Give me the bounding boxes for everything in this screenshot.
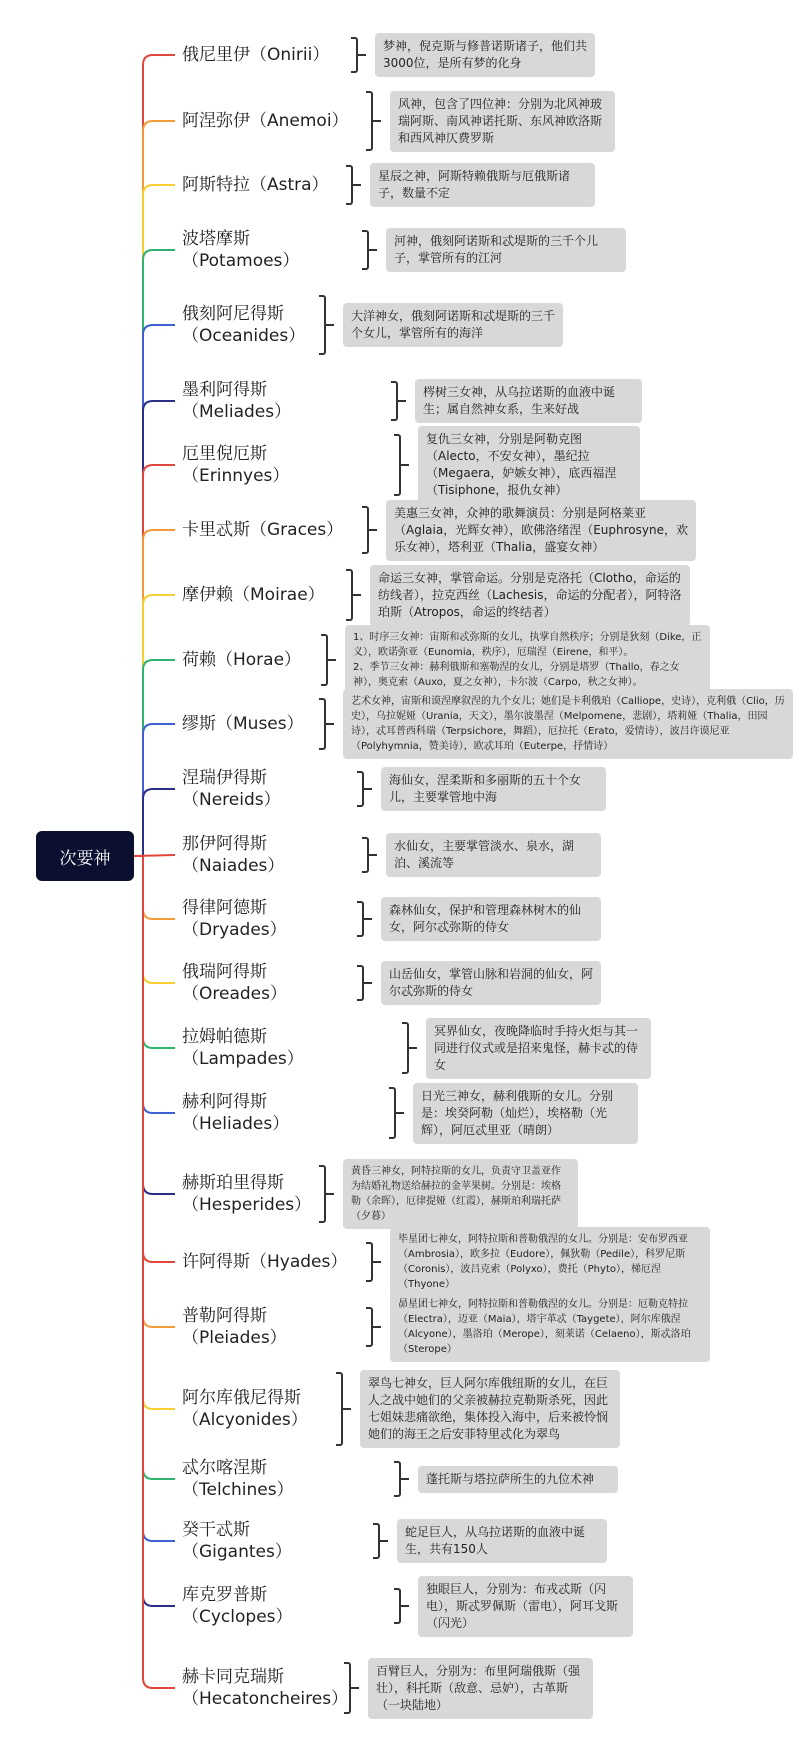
branch-node[interactable]: 厄里倪厄斯（Erinnyes） <box>182 444 290 486</box>
branch-node[interactable]: 涅瑞伊得斯（Nereids） <box>182 768 281 810</box>
branch-node[interactable]: 墨利阿得斯（Meliades） <box>182 380 292 422</box>
note-box: 森林仙女，保护和管理森林树木的仙女，阿尔忒弥斯的侍女 <box>381 897 601 941</box>
branch-node[interactable]: 俄尼里伊（Onirii） <box>182 45 330 65</box>
brace-tick <box>364 918 372 920</box>
brace-tick <box>326 324 334 326</box>
note-box: 日光三神女，赫利俄斯的女儿。分别是：埃癸阿勒（灿烂），埃格勒（光辉），阿厄忒里亚（晴朗） <box>413 1083 638 1144</box>
note-box: 昴星团七神女，阿特拉斯和普勒俄涅的女儿。分别是：厄勒克特拉（Electra），迈亚（Maia），塔宇革忒（Taygete），阿尔库俄涅（Alcyone），墨洛珀（Merope），刻莱诺（Celaeno），斯忒洛珀（Sterope） <box>390 1292 710 1362</box>
connector-line <box>134 856 175 1048</box>
brace-tick <box>373 120 381 122</box>
brace-tick <box>358 54 366 56</box>
brace <box>373 1523 380 1559</box>
branch-node[interactable]: 荷赖（Horae） <box>182 650 302 670</box>
note-box: 黄昏三神女，阿特拉斯的女儿，负责守卫盖亚作为结婚礼物送给赫拉的金苹果树。分别是：埃格勒（余晖），厄律提娅（红霞），赫斯珀利瑞托萨（夕暮） <box>343 1159 578 1229</box>
brace <box>346 165 353 205</box>
connector-line <box>134 789 175 856</box>
connector-line <box>134 856 175 919</box>
brace-tick <box>364 788 372 790</box>
brace <box>366 1242 373 1282</box>
note-box: 艺术女神，宙斯和谟涅摩叙涅的九个女儿；她们是卡利俄珀（Calliope，史诗），克利俄（Clio，历史），乌拉妮娅（Urania，天文），墨尔波墨涅（Melpomene，悲剧），塔莉娅（Thalia，田园诗），忒耳普西科瑞（Terpsichore，舞蹈），厄拉托（Erato，爱情诗），波吕许谟尼亚（Polyhymnia，赞美诗），欧忒耳珀（Euterpe，抒情诗） <box>343 689 793 759</box>
branch-node[interactable]: 赫利阿得斯（Heliades） <box>182 1092 290 1134</box>
brace <box>319 698 326 750</box>
brace <box>362 837 369 873</box>
brace <box>366 1307 373 1347</box>
connector-line <box>134 121 175 856</box>
brace-tick <box>373 1261 381 1263</box>
connector-line <box>134 401 175 856</box>
brace <box>319 295 326 355</box>
note-box: 梣树三女神，从乌拉诺斯的血液中诞生；属自然神女系，生来好战 <box>415 379 642 423</box>
note-box: 毕星团七神女，阿特拉斯和普勒俄涅的女儿。分别是：安布罗西亚（Ambrosia），欧多拉（Eudore），佩狄勒（Pedile），科罗尼斯（Coronis），波吕克索（Polyxo），费托（Phyto），梯厄涅（Thyone） <box>390 1227 710 1297</box>
root-node[interactable] <box>36 831 134 881</box>
brace-tick <box>328 659 336 661</box>
brace-tick <box>396 1112 404 1114</box>
brace <box>344 1662 351 1714</box>
branch-node[interactable]: 阿涅弥伊（Anemoi） <box>182 111 349 131</box>
branch-node[interactable]: 许阿得斯（Hyades） <box>182 1252 348 1272</box>
connector-line <box>134 660 175 856</box>
note-box: 复仇三女神，分别是阿勒克图（Alecto，不安女神），墨纪拉（Megaera，妒嫉女神），底西福涅（Tisiphone，报仇女神） <box>418 426 640 504</box>
brace <box>366 91 373 151</box>
brace <box>394 434 401 496</box>
note-box: 水仙女，主要掌管淡水、泉水，湖泊、溪流等 <box>386 833 601 877</box>
brace-tick <box>364 982 372 984</box>
branch-node[interactable]: 那伊阿得斯（Naiades） <box>182 834 285 876</box>
connector-line <box>134 856 175 1606</box>
connector-line <box>134 185 175 856</box>
connector-line <box>134 250 175 856</box>
brace-tick <box>343 1408 351 1410</box>
brace <box>357 771 364 807</box>
brace <box>357 901 364 937</box>
branch-node[interactable]: 得律阿德斯（Dryades） <box>182 898 287 940</box>
brace-tick <box>326 723 334 725</box>
brace <box>362 230 369 270</box>
branch-node[interactable]: 赫卡同克瑞斯（Hecatoncheires） <box>182 1667 349 1709</box>
brace-tick <box>353 184 361 186</box>
brace-tick <box>380 1540 388 1542</box>
branch-node[interactable]: 缪斯（Muses） <box>182 714 304 734</box>
brace-tick <box>353 594 361 596</box>
brace <box>394 1588 401 1624</box>
branch-node[interactable]: 赫斯珀里得斯（Hesperides） <box>182 1173 312 1215</box>
connector-line <box>134 856 175 1327</box>
note-box: 美惠三女神，众神的歌舞演员：分别是阿格莱亚（Aglaia，光辉女神），欧佛洛绪涅（Euphrosyne，欢乐女神），塔利亚（Thalia，盛宴女神） <box>386 500 696 561</box>
note-box: 河神，俄刻阿诺斯和忒堤斯的三千个儿子，掌管所有的江河 <box>386 228 626 272</box>
brace-tick <box>398 400 406 402</box>
connector-line <box>134 856 175 1541</box>
connector-line <box>134 530 175 856</box>
brace <box>389 1087 396 1139</box>
branch-node[interactable]: 俄瑞阿得斯（Oreades） <box>182 962 287 1004</box>
connector-line <box>134 856 175 1113</box>
branch-node[interactable]: 摩伊赖（Moirae） <box>182 585 325 605</box>
brace-tick <box>369 249 377 251</box>
branch-node[interactable]: 卡里忒斯（Graces） <box>182 520 344 540</box>
note-box: 冥界仙女，夜晚降临时手持火炬与其一同进行仪式或是招来鬼怪，赫卡忒的侍女 <box>426 1018 651 1079</box>
branch-node[interactable]: 波塔摩斯（Potamoes） <box>182 229 300 271</box>
branch-node[interactable]: 拉姆帕德斯（Lampades） <box>182 1027 304 1069</box>
brace <box>391 381 398 421</box>
branch-node[interactable]: 库克罗普斯（Cyclopes） <box>182 1585 293 1627</box>
note-box: 星辰之神，阿斯特赖俄斯与厄俄斯诸子，数量不定 <box>370 163 595 207</box>
brace-tick <box>409 1047 417 1049</box>
note-box: 独眼巨人，分别为：布戎忒斯（闪电），斯忒罗佩斯（雷电），阿耳戈斯（闪光） <box>418 1576 633 1637</box>
brace-tick <box>401 464 409 466</box>
brace <box>402 1022 409 1074</box>
brace <box>362 506 369 554</box>
branch-node[interactable]: 普勒阿得斯（Pleiades） <box>182 1306 287 1348</box>
note-box: 翠鸟七神女，巨人阿尔库俄纽斯的女儿，在巨人之战中她们的父亲被赫拉克勒斯杀死，因此七姐妹悲痛欲绝，集体投入海中，后来被怜悯她们的海王之后安菲特里忒化为翠鸟 <box>360 1370 620 1448</box>
note-box: 1、时序三女神：宙斯和忒弥斯的女儿，执掌自然秩序；分别是狄刻（Dike，正义），欧诺弥亚（Eunomia，秩序），厄瑞涅（Eirene，和平）。 2、季节三女神：赫利俄斯和塞勒涅的女儿，分别是塔罗（Thallo，春之女神），奥克索（Auxo，夏之女神），卡尔波（Carpo，秋之女神）。 <box>345 625 710 695</box>
brace <box>319 1165 326 1223</box>
connector-line <box>134 325 175 856</box>
branch-node[interactable]: 阿尔库俄尼得斯（Alcyonides） <box>182 1388 308 1430</box>
brace <box>351 37 358 73</box>
branch-node[interactable]: 忒尔喀涅斯（Telchines） <box>182 1458 294 1500</box>
brace <box>394 1461 401 1497</box>
branch-node[interactable]: 癸干忒斯（Gigantes） <box>182 1520 292 1562</box>
connector-line <box>134 856 175 1194</box>
brace-tick <box>401 1478 409 1480</box>
note-box: 海仙女，涅柔斯和多丽斯的五十个女儿，主要掌管地中海 <box>381 767 606 811</box>
brace-tick <box>373 1326 381 1328</box>
connector-line <box>134 856 175 1479</box>
brace-tick <box>369 529 377 531</box>
note-box: 大洋神女，俄刻阿诺斯和忒堤斯的三千个女儿，掌管所有的海洋 <box>343 303 563 347</box>
note-box: 蓬托斯与塔拉萨所生的九位术神 <box>418 1466 618 1493</box>
note-box: 山岳仙女，掌管山脉和岩洞的仙女，阿尔忒弥斯的侍女 <box>381 961 601 1005</box>
brace <box>321 634 328 686</box>
connector-line <box>134 55 175 856</box>
brace <box>336 1372 343 1446</box>
branch-node[interactable]: 阿斯特拉（Astra） <box>182 175 329 195</box>
note-box: 梦神，倪克斯与修普诺斯诸子，他们共3000位，是所有梦的化身 <box>375 33 595 77</box>
note-box: 百臂巨人，分别为：布里阿瑞俄斯（强壮），科托斯（敌意、忌妒），古革斯（一块陆地） <box>368 1658 593 1719</box>
brace <box>346 569 353 621</box>
note-box: 命运三女神，掌管命运。分别是克洛托（Clotho，命运的纺线者），拉克西丝（Lachesis，命运的分配者），阿特洛珀斯（Atropos，命运的终结者） <box>370 565 690 626</box>
brace-tick <box>351 1687 359 1689</box>
root-label: 次要神 <box>59 848 111 869</box>
note-box: 风神，包含了四位神：分别为北风神玻瑞阿斯、南风神诺托斯、东风神欧洛斯和西风神仄费罗斯 <box>390 91 615 152</box>
brace-tick <box>326 1193 334 1195</box>
connector-line <box>134 856 175 1688</box>
note-box: 蛇足巨人，从乌拉诺斯的血液中诞生，共有150人 <box>397 1519 607 1563</box>
branch-node[interactable]: 俄刻阿尼得斯（Oceanides） <box>182 304 306 346</box>
brace <box>357 965 364 1001</box>
connector-line <box>134 595 175 856</box>
brace-tick <box>369 854 377 856</box>
brace-tick <box>401 1605 409 1607</box>
connector-line <box>134 856 175 1262</box>
